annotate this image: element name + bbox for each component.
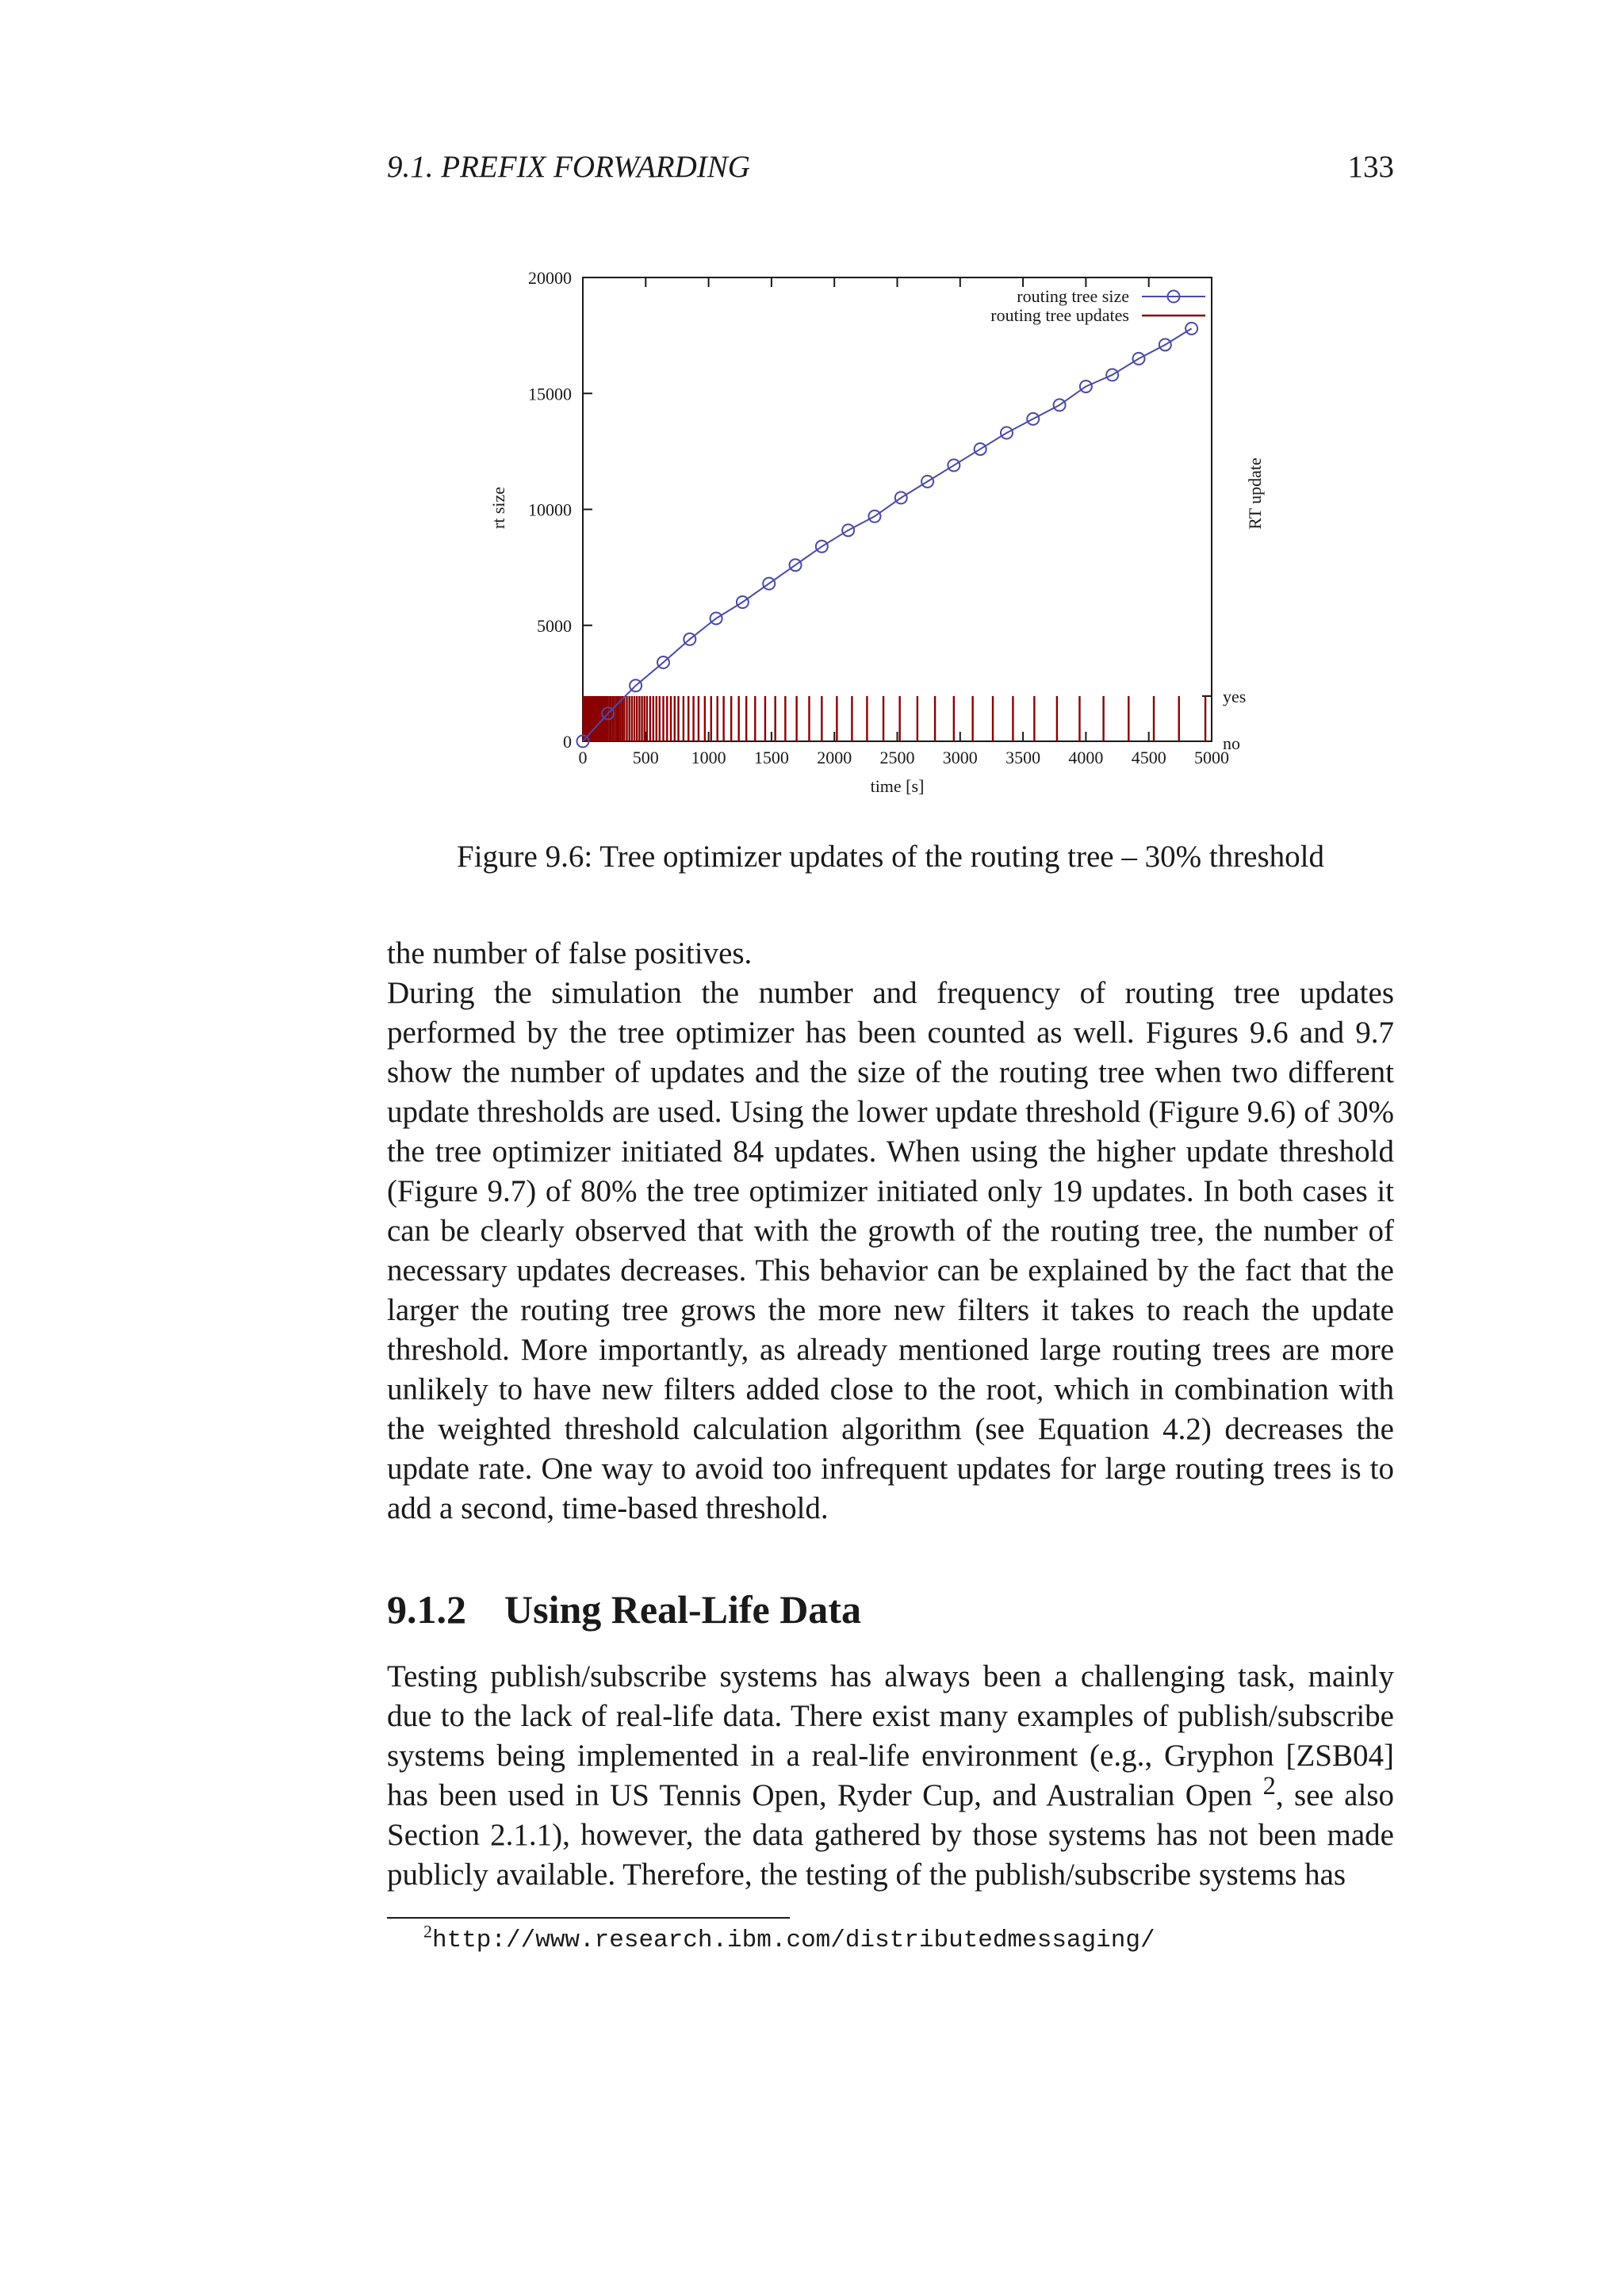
y-tick-label: 5000 xyxy=(537,615,572,636)
section-heading xyxy=(387,1584,1394,1635)
x-tick-label: 3500 xyxy=(1005,748,1041,767)
footnote xyxy=(423,1923,1155,1958)
paragraph-2: During the simulation the number and frequency of routing tree updates performed by the tree optimizer has been counted as well. Figures 9.6 and 9.7 show the number of updates and the size of the routing tree when two different update thresholds are used. Using the lower update threshold (Figure 9.6) of 30% the tree optimizer initiated 84 updates. When using the higher update threshold (Figure 9.7) of 80% the tree optimizer initiated only 19 updates. In both cases it can be clearly observed that with the growth of the routing tree, the number of necessary updates decreases. This behavior can be explained by the fact that the larger the routing tree grows the more new filters it takes to reach the update threshold. More importantly, as already mentioned large routing trees are more unlikely to have new filters added close to the root, which in combination with the weighted threshold calculation algorithm (see Equation 4.2) decreases the update rate. One way to avoid too infrequent updates for large routing trees is to add a second, time-based threshold. xyxy=(387,976,1394,1525)
plot-frame xyxy=(583,277,1212,741)
legend xyxy=(990,286,1205,325)
x-tick-label: 1000 xyxy=(691,748,726,767)
y2-tick-label: no xyxy=(1223,733,1240,753)
x-tick-label: 3000 xyxy=(942,748,978,767)
y-axis-label: rt size xyxy=(488,486,508,530)
y-tick-label: 20000 xyxy=(528,268,572,288)
y-tick-label: 10000 xyxy=(528,499,572,520)
axis-ticks xyxy=(528,268,1246,767)
x-tick-label: 500 xyxy=(632,748,659,767)
x-tick-label: 1500 xyxy=(753,748,789,767)
paragraph-3-text-a: Testing publish/subscribe systems has always been a challenging task, mainly due to the lack of real-life data. There exist many examples of publish/subscribe systems being implemented in a real-life environment (e.g., Gryphon [ZSB04] has been used in US Tennis Open, Ryder Cup, and Australian Open xyxy=(387,1659,1394,1812)
updates-series xyxy=(584,696,1205,741)
section-title: Using Real-Life Data xyxy=(504,1587,861,1632)
x-tick-label: 2000 xyxy=(817,748,852,767)
footnote-reference: 2 xyxy=(1262,1772,1276,1800)
paragraph-3 xyxy=(387,1657,1394,1895)
y2-tick-label: yes xyxy=(1223,687,1247,706)
plot-border xyxy=(583,277,1212,741)
y-tick-label: 15000 xyxy=(528,384,572,404)
legend-label-updates: routing tree updates xyxy=(990,305,1129,325)
figure-caption: Figure 9.6: Tree optimizer updates of the routing tree – 30% threshold xyxy=(457,840,1324,874)
size-series xyxy=(577,323,1198,748)
footnote-rule xyxy=(387,1917,790,1919)
paragraph-3-text-b: , see also Section 2.1.1), however, the data gathered by those systems has not been made publicly available. Therefore, the testing of the publish/subscribe systems has xyxy=(387,1778,1395,1892)
running-head-section: 9.1. PREFIX FORWARDING xyxy=(387,150,750,184)
x-tick-label: 0 xyxy=(578,748,588,767)
footnote-url: http://www.research.ibm.com/distributedmessaging/ xyxy=(432,1927,1155,1954)
x-tick-label: 5000 xyxy=(1194,748,1229,767)
footnote-mark: 2 xyxy=(423,1921,432,1942)
x-tick-label: 4500 xyxy=(1131,748,1166,767)
figure-chart xyxy=(0,0,1624,817)
paragraph-1: the number of false positives. xyxy=(387,936,753,970)
x-tick-label: 2500 xyxy=(879,748,915,767)
x-axis-label: time [s] xyxy=(870,776,925,796)
section-number: 9.1.2 xyxy=(387,1587,466,1632)
page-number: 133 xyxy=(1347,150,1394,184)
axis-labels xyxy=(488,457,1265,796)
y2-axis-label: RT update xyxy=(1245,457,1265,530)
size-line xyxy=(583,328,1192,741)
legend-label-size: routing tree size xyxy=(1017,286,1129,306)
y-tick-label: 0 xyxy=(563,732,572,752)
x-tick-label: 4000 xyxy=(1068,748,1104,767)
